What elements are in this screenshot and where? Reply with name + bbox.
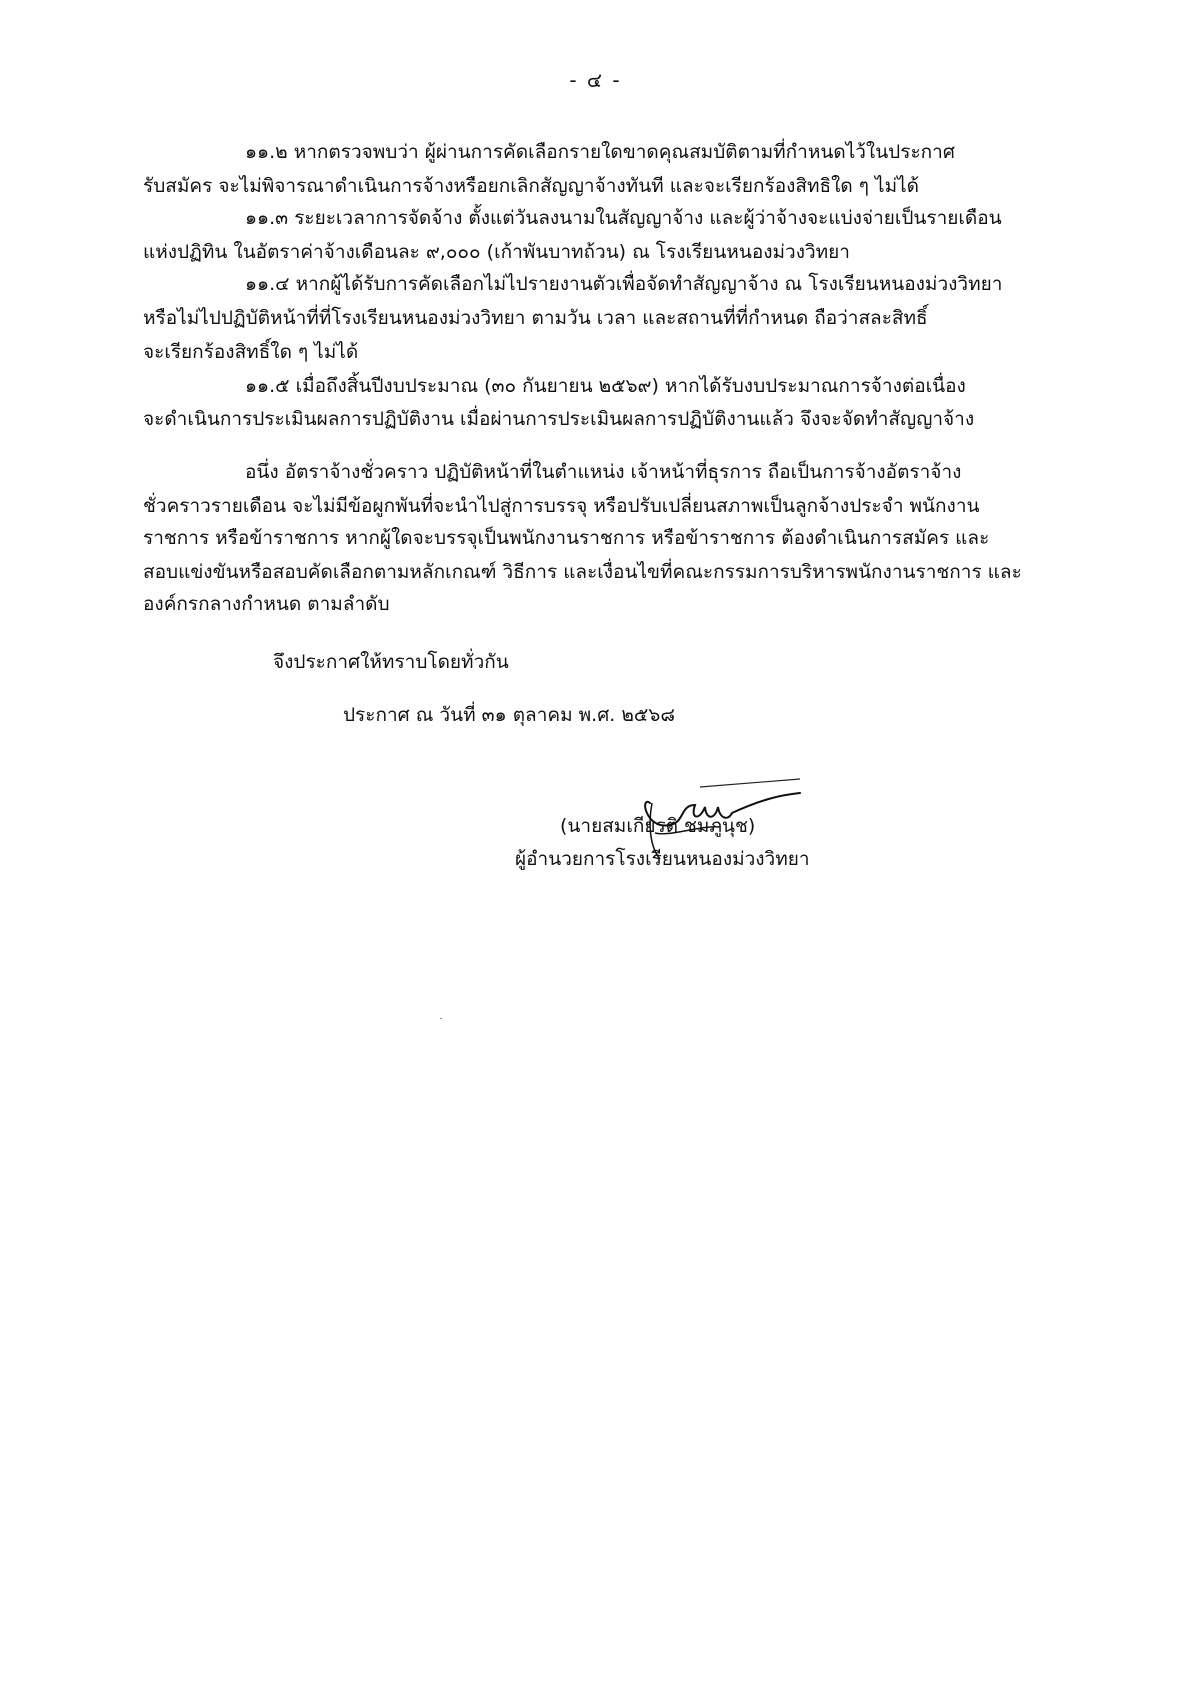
clause-11-4-line-3: จะเรียกร้องสิทธิ์ใด ๆ ไม่ได้	[143, 341, 359, 363]
note-line-3: ราชการ หรือข้าราชการ หากผู้ใดจะบรรจุเป็นพนักงานราชการ หรือข้าราชการ ต้องดำเนินการสมัคร และ	[143, 527, 990, 549]
signer-position: ผู้อำนวยการโรงเรียนหนองม่วงวิทยา	[515, 848, 810, 870]
closing-statement: จึงประกาศให้ทราบโดยทั่วกัน	[273, 651, 509, 673]
page-number: - ๔ -	[569, 68, 622, 92]
clause-11-2-line-1: ๑๑.๒ หากตรวจพบว่า ผู้ผ่านการคัดเลือกรายใดขาดคุณสมบัติตามที่กำหนดไว้ในประกาศ	[245, 141, 955, 163]
clause-11-3-line-2: แห่งปฏิทิน ในอัตราค่าจ้างเดือนละ ๙,๐๐๐ (เก้าพันบาทถ้วน) ณ โรงเรียนหนองม่วงวิทยา	[143, 241, 850, 263]
announcement-date: ประกาศ ณ วันที่ ๓๑ ตุลาคม พ.ศ. ๒๕๖๘	[343, 704, 675, 726]
clause-11-5-line-1: ๑๑.๕ เมื่อถึงสิ้นปีงบประมาณ (๓๐ กันยายน ๒๕๖๙) หากได้รับงบประมาณการจ้างต่อเนื่อง	[245, 375, 966, 397]
note-line-2: ชั่วคราวรายเดือน จะไม่มีข้อผูกพันที่จะนำไปสู่การบรรจุ หรือปรับเปลี่ยนสภาพเป็นลูกจ้างประจำ พนักงาน	[143, 495, 980, 517]
clause-11-3-line-1: ๑๑.๓ ระยะเวลาการจัดจ้าง ตั้งแต่วันลงนามในสัญญาจ้าง และผู้ว่าจ้างจะแบ่งจ่ายเป็นรายเดือน	[245, 207, 1002, 229]
note-line-4: สอบแข่งขันหรือสอบคัดเลือกตามหลักเกณฑ์ วิธีการ และเงื่อนไขที่คณะกรรมการบริหารพนักงานราชการ และ	[143, 561, 1022, 583]
signer-name: (นายสมเกียรติ ชมภูนุช)	[560, 815, 756, 837]
scan-artifact	[440, 1018, 442, 1019]
clause-11-4-line-1: ๑๑.๔ หากผู้ได้รับการคัดเลือกไม่ไปรายงานตัวเพื่อจัดทำสัญญาจ้าง ณ โรงเรียนหนองม่วงวิทยา	[245, 273, 1003, 295]
note-line-1: อนึ่ง อัตราจ้างชั่วคราว ปฏิบัติหน้าที่ในตำแหน่ง เจ้าหน้าที่ธุรการ ถือเป็นการจ้างอัตราจ้าง	[245, 461, 962, 483]
clause-11-5-line-2: จะดำเนินการประเมินผลการปฏิบัติงาน เมื่อผ่านการประเมินผลการปฏิบัติงานแล้ว จึงจะจัดทำสัญญาจ้าง	[143, 408, 975, 430]
note-line-5: องค์กรกลางกำหนด ตามลำดับ	[143, 593, 390, 615]
clause-11-4-line-2: หรือไม่ไปปฏิบัติหน้าที่ที่โรงเรียนหนองม่วงวิทยา ตามวัน เวลา และสถานที่ที่กำหนด ถือว่าสละสิทธิ์	[143, 307, 928, 329]
clause-11-2-line-2: รับสมัคร จะไม่พิจารณาดำเนินการจ้างหรือยกเลิกสัญญาจ้างทันที และจะเรียกร้องสิทธิใด ๆ ไม่ได้	[143, 175, 919, 197]
